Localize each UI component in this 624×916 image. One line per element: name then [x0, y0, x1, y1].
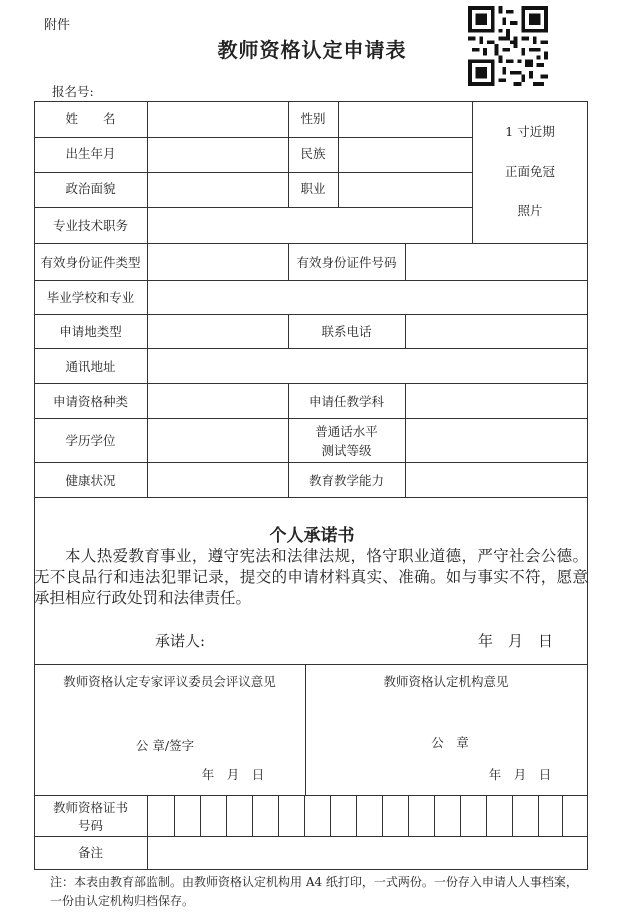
agency-opinion-field[interactable]: [306, 695, 587, 735]
mandarin-level-field[interactable]: [406, 419, 587, 461]
expert-opinion-field[interactable]: [35, 695, 304, 755]
gender-label: 性别: [300, 111, 326, 126]
health-label: 健康状况: [65, 473, 116, 488]
professional-title-label: 专业技术职务: [52, 218, 128, 233]
agency-seal-label: 公 章: [431, 735, 469, 750]
remarks-label: 备注: [77, 845, 103, 860]
attachment-label: 附件: [44, 18, 71, 33]
certificate-number-label-line1: 教师资格证书: [52, 800, 128, 815]
occupation-label: 职业: [300, 181, 326, 196]
id-type-label: 有效身份证件类型: [40, 255, 141, 270]
location-type-field[interactable]: [148, 315, 287, 347]
ethnicity-label: 民族: [300, 146, 326, 161]
id-number-field[interactable]: [406, 244, 587, 279]
ethnicity-field[interactable]: [339, 138, 471, 171]
birth-date-field[interactable]: [148, 138, 287, 171]
photo-label-line2: 正面免冠: [504, 164, 555, 179]
location-type-label: 申请地类型: [59, 324, 122, 339]
qualification-type-field[interactable]: [148, 384, 287, 417]
teaching-subject-label: 申请任教学科: [308, 394, 384, 409]
political-status-label: 政治面貌: [65, 181, 116, 196]
name-field[interactable]: [148, 102, 287, 136]
certificate-number-boxes[interactable]: [148, 796, 587, 836]
pledge-title: 个人承诺书: [269, 526, 355, 546]
pledge-signature-field[interactable]: [215, 628, 455, 650]
id-type-field[interactable]: [148, 244, 287, 279]
expert-seal-label: 公 章/签字: [135, 738, 195, 753]
expert-date: 年 月 日: [201, 767, 265, 782]
qualification-type-label: 申请资格种类: [52, 394, 128, 409]
school-major-label: 毕业学校和专业: [46, 290, 135, 305]
footer-note: 注：本表由教育部监制。由教师资格认定机构用 A4 纸打印，一式两份。一份存入申请人人事档案，一份由认定机构归档保存。: [50, 875, 578, 908]
agency-date: 年 月 日: [488, 767, 552, 782]
photo-label-line1: 1 寸近期: [505, 124, 555, 139]
teaching-subject-field[interactable]: [406, 384, 587, 417]
photo-area[interactable]: [473, 102, 587, 242]
address-label: 通讯地址: [65, 359, 116, 374]
phone-label: 联系电话: [321, 324, 372, 339]
education-degree-label: 学历学位: [65, 433, 116, 448]
education-degree-field[interactable]: [148, 419, 287, 461]
gender-field[interactable]: [339, 102, 471, 136]
phone-field[interactable]: [406, 315, 587, 347]
teaching-ability-field[interactable]: [406, 463, 587, 496]
agency-opinion-title: 教师资格认定机构意见: [383, 674, 509, 689]
registration-number-label: 报名号:: [52, 84, 94, 99]
form-title: 教师资格认定申请表: [217, 38, 407, 62]
health-field[interactable]: [148, 463, 287, 496]
birth-date-label: 出生年月: [65, 146, 116, 161]
pledge-text: 本人热爱教育事业，遵守宪法和法律法规，恪守职业道德，严守社会公德。无不良品行和违法犯罪记录，提交的申请材料真实、准确。如与事实不符，愿意承担相应行政处罚和法律责任。: [34, 547, 588, 607]
mandarin-level-label-line2: 测试等级: [321, 443, 372, 458]
photo-label-line3: 照片: [517, 203, 543, 218]
pledge-date: 年 月 日: [478, 632, 554, 650]
address-field[interactable]: [148, 349, 587, 382]
mandarin-level-label-line1: 普通话水平: [315, 424, 378, 439]
remarks-field[interactable]: [148, 837, 587, 868]
pledge-signer-label: 承诺人:: [155, 632, 206, 650]
qr-code-icon: [468, 6, 548, 86]
occupation-field[interactable]: [339, 173, 471, 206]
id-number-label: 有效身份证件号码: [296, 255, 397, 270]
school-major-field[interactable]: [148, 281, 587, 313]
political-status-field[interactable]: [148, 173, 287, 206]
expert-opinion-title: 教师资格认定专家评议委员会评议意见: [63, 674, 276, 689]
teaching-ability-label: 教育教学能力: [308, 473, 384, 488]
professional-title-field[interactable]: [148, 208, 471, 242]
certificate-number-label-line2: 号码: [77, 818, 103, 833]
name-label: 姓 名: [65, 111, 116, 126]
